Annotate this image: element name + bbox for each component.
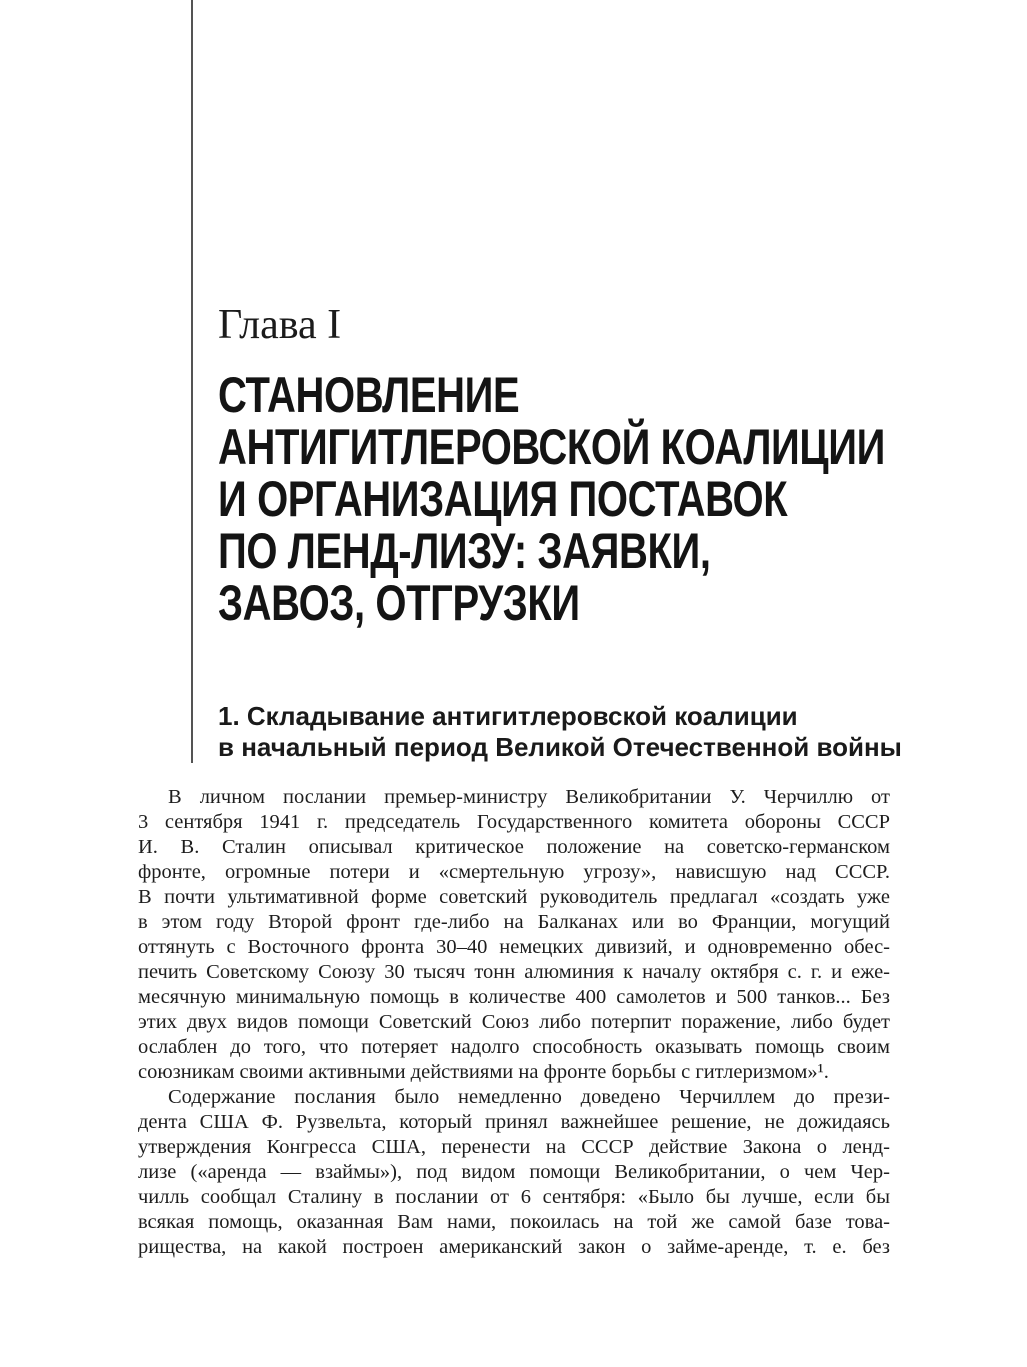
text-line: всякая помощь, оказанная Вам нами, покоилась на той же самой базе това- — [138, 1211, 890, 1233]
chapter-margin-rule — [191, 0, 193, 763]
text-line: в этом году Второй фронт где-либо на Балканах или во Франции, могущий — [138, 911, 890, 933]
text-line: чилль сообщал Сталину в послании от 6 сентября: «Было бы лучше, если бы — [138, 1186, 890, 1208]
chapter-title — [218, 369, 885, 629]
paragraph — [138, 1085, 890, 1260]
text-line: печить Советскому Союзу 30 тысяч тонн алюминия к началу октября с. г. и еже- — [138, 961, 890, 983]
section-title-line: в начальный период Великой Отечественной войны — [218, 732, 902, 762]
text-line: этих двух видов помощи Советский Союз либо потерпит поражение, либо будет — [138, 1011, 890, 1033]
chapter-title-line: ЗАВОЗ, ОТГРУЗКИ — [218, 575, 580, 631]
paragraph — [138, 785, 890, 1085]
body-text — [138, 785, 890, 1260]
text-line: лизе («аренда — взаймы»), под видом помощи Великобритании, о чем Чер- — [138, 1161, 890, 1183]
chapter-label: Глава I — [218, 302, 342, 348]
text-line: фронте, огромные потери и «смертельную угрозу», нависшую над СССР. — [138, 861, 890, 883]
section-title-line: 1. Складывание антигитлеровской коалиции — [218, 701, 798, 731]
text-line: оттянуть с Восточного фронта 30–40 немецких дивизий, и одновременно обес- — [138, 936, 890, 958]
text-line: В почти ультимативной форме советский руководитель предлагал «создать уже — [138, 886, 890, 908]
chapter-title-line: И ОРГАНИЗАЦИЯ ПОСТАВОК — [218, 471, 788, 527]
text-line: И. В. Сталин описывал критическое положение на советско-германском — [138, 836, 890, 858]
chapter-title-line: ПО ЛЕНД-ЛИЗУ: ЗАЯВКИ, — [218, 523, 711, 579]
text-line: ослаблен до того, что потеряет надолго способность оказывать помощь своим — [138, 1036, 890, 1058]
text-line: рищества, на какой построен американский закон о займе-аренде, т. е. без — [138, 1236, 890, 1258]
text-line: дента США Ф. Рузвельта, который принял важнейшее решение, не дожидаясь — [138, 1111, 890, 1133]
text-line: 3 сентября 1941 г. председатель Государственного комитета обороны СССР — [138, 811, 890, 833]
text-line: Содержание послания было немедленно доведено Черчиллем до прези- — [168, 1086, 890, 1108]
text-line: утверждения Конгресса США, перенести на СССР действие Закона о ленд- — [138, 1136, 890, 1158]
chapter-title-line: СТАНОВЛЕНИЕ — [218, 367, 520, 423]
text-line: В личном послании премьер-министру Великобритании У. Черчиллю от — [168, 786, 890, 808]
chapter-title-line: АНТИГИТЛЕРОВСКОЙ КОАЛИЦИИ — [218, 419, 885, 475]
text-line: союзникам своими активными действиями на фронте борьбы с гитлеризмом»¹. — [138, 1061, 829, 1083]
text-line: месячную минимальную помощь в количестве 400 самолетов и 500 танков... Без — [138, 986, 890, 1008]
section-title — [218, 701, 902, 763]
